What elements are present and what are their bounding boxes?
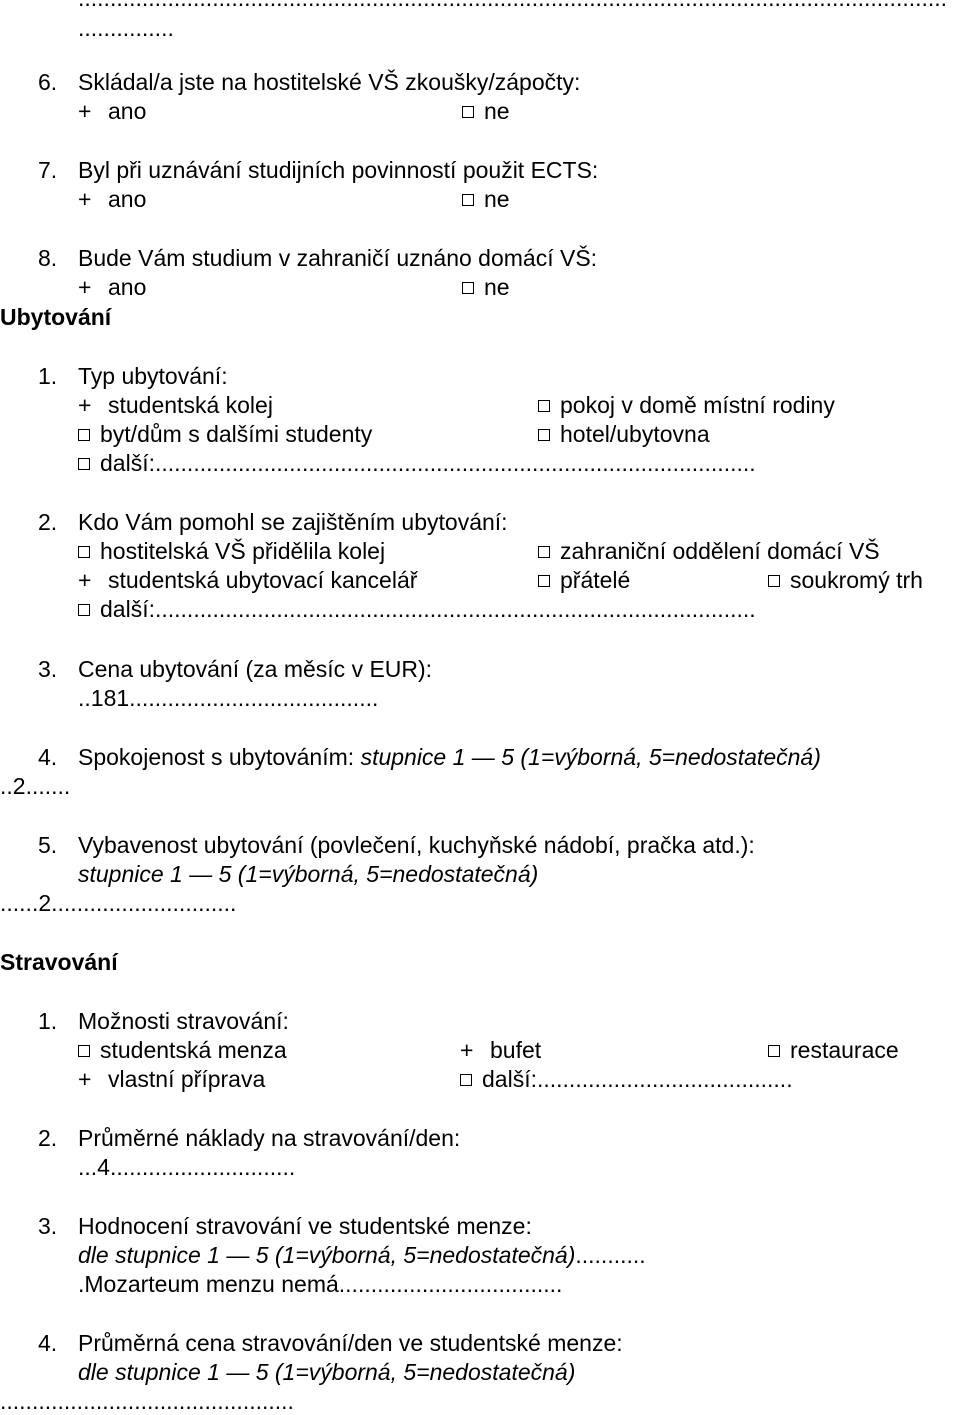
checkbox-icon (538, 546, 550, 558)
option-other[interactable]: další:.............................................................................................. (78, 595, 756, 623)
rating-scale: stupnice 1 — 5 (1=výborná, 5=nedostatečná) (360, 744, 821, 770)
checkbox-icon (78, 1045, 90, 1057)
question-number: 5. (38, 832, 58, 858)
checkbox-icon (78, 429, 90, 441)
question-text: Vybavenost ubytování (povlečení, kuchyňské nádobí, pračka atd.): (78, 832, 755, 858)
checkbox-icon (462, 282, 474, 294)
checkbox-icon (460, 1074, 472, 1086)
plus-mark-icon: + (460, 1037, 474, 1063)
option-yes[interactable]: + ano (78, 186, 147, 212)
option-no[interactable]: ne (462, 97, 510, 125)
option-yes[interactable]: + ano (78, 274, 147, 300)
answer-field[interactable]: ..2....... (0, 773, 71, 799)
question-text: Průměrná cena stravování/den ve studentské menze: (78, 1330, 623, 1356)
option-international-office[interactable]: zahraniční oddělení domácí VŠ (538, 537, 880, 565)
checkbox-icon (538, 575, 550, 587)
option-canteen[interactable]: studentská menza (78, 1036, 287, 1064)
question-text: Kdo Vám pomohl se zajištěním ubytování: (78, 509, 508, 535)
plus-mark-icon: + (78, 392, 92, 418)
rating-scale: dle stupnice 1 — 5 (1=výborná, 5=nedostatečná) (78, 1359, 576, 1385)
question-text: Bude Vám studium v zahraničí uznáno domácí VŠ: (78, 245, 598, 271)
answer-dots (78, 0, 947, 12)
option-hotel[interactable]: hotel/ubytovna (538, 420, 710, 448)
section-heading-accommodation: Ubytování (0, 304, 112, 330)
checkbox-icon (462, 106, 474, 118)
plus-mark-icon: + (78, 274, 92, 300)
rating-scale: stupnice 1 — 5 (1=výborná, 5=nedostatečná) (78, 861, 539, 887)
section-heading-meals: Stravování (0, 949, 118, 975)
option-accommodation-office[interactable]: + studentská ubytovací kancelář (78, 567, 418, 593)
question-number: 2. (38, 1125, 58, 1151)
option-no[interactable]: ne (462, 273, 510, 301)
checkbox-icon (78, 458, 90, 470)
option-student-dorm[interactable]: + studentská kolej (78, 392, 273, 418)
option-restaurant[interactable]: restaurace (768, 1036, 899, 1064)
answer-dots: ........... (575, 1242, 646, 1268)
question-number: 7. (38, 157, 58, 183)
plus-mark-icon: + (78, 567, 92, 593)
answer-field[interactable]: .Mozarteum menzu nemá................................... (78, 1271, 563, 1297)
option-no[interactable]: ne (462, 185, 510, 213)
question-text: Skládal/a jste na hostitelské VŠ zkoušky/zápočty: (78, 69, 581, 95)
checkbox-icon (768, 1045, 780, 1057)
question-number: 2. (38, 509, 58, 535)
plus-mark-icon: + (78, 186, 92, 212)
rating-scale: dle stupnice 1 — 5 (1=výborná, 5=nedostatečná) (78, 1242, 576, 1268)
question-number: 8. (38, 245, 58, 271)
option-host-family[interactable]: pokoj v domě místní rodiny (538, 391, 835, 419)
question-text: Byl při uznávání studijních povinností použit ECTS: (78, 157, 599, 183)
option-shared-flat[interactable]: byt/dům s dalšími studenty (78, 420, 372, 448)
answer-dots: ............... (78, 15, 174, 41)
checkbox-icon (462, 194, 474, 206)
question-text: Spokojenost s ubytováním: stupnice 1 — 5 (1=výborná, 5=nedostatečná) (78, 744, 821, 770)
checkbox-icon (768, 575, 780, 587)
option-friends[interactable]: přátelé (538, 566, 630, 594)
option-self-cooking[interactable]: + vlastní příprava (78, 1066, 266, 1092)
question-text: Možnosti stravování: (78, 1008, 289, 1034)
checkbox-icon (538, 429, 550, 441)
question-text: Průměrné náklady na stravování/den: (78, 1125, 461, 1151)
option-host-university[interactable]: hostitelská VŠ přidělila kolej (78, 537, 385, 565)
answer-field[interactable]: ......2............................. (0, 890, 237, 916)
answer-field[interactable]: ...4............................. (78, 1154, 296, 1180)
answer-field[interactable]: .............................................. (0, 1388, 294, 1414)
rating-scale-line (78, 1241, 646, 1269)
option-buffet[interactable]: + bufet (460, 1037, 542, 1063)
option-private-market[interactable]: soukromý trh (768, 566, 923, 594)
option-yes[interactable]: + ano (78, 98, 147, 124)
option-other[interactable]: další:.............................................................................................. (78, 449, 756, 477)
option-other[interactable]: další:........................................ (460, 1065, 793, 1093)
question-number: 4. (38, 1330, 58, 1356)
plus-mark-icon: + (78, 1066, 92, 1092)
question-number: 1. (38, 1008, 58, 1034)
answer-field[interactable]: ..181....................................... (78, 685, 379, 711)
checkbox-icon (538, 400, 550, 412)
question-number: 1. (38, 363, 58, 389)
question-number: 4. (38, 744, 58, 770)
question-number: 3. (38, 656, 58, 682)
question-text: Hodnocení stravování ve studentské menze: (78, 1213, 532, 1239)
question-number: 6. (38, 69, 58, 95)
question-text: Typ ubytování: (78, 363, 228, 389)
question-number: 3. (38, 1213, 58, 1239)
checkbox-icon (78, 604, 90, 616)
checkbox-icon (78, 546, 90, 558)
plus-mark-icon: + (78, 98, 92, 124)
question-text: Cena ubytování (za měsíc v EUR): (78, 656, 433, 682)
